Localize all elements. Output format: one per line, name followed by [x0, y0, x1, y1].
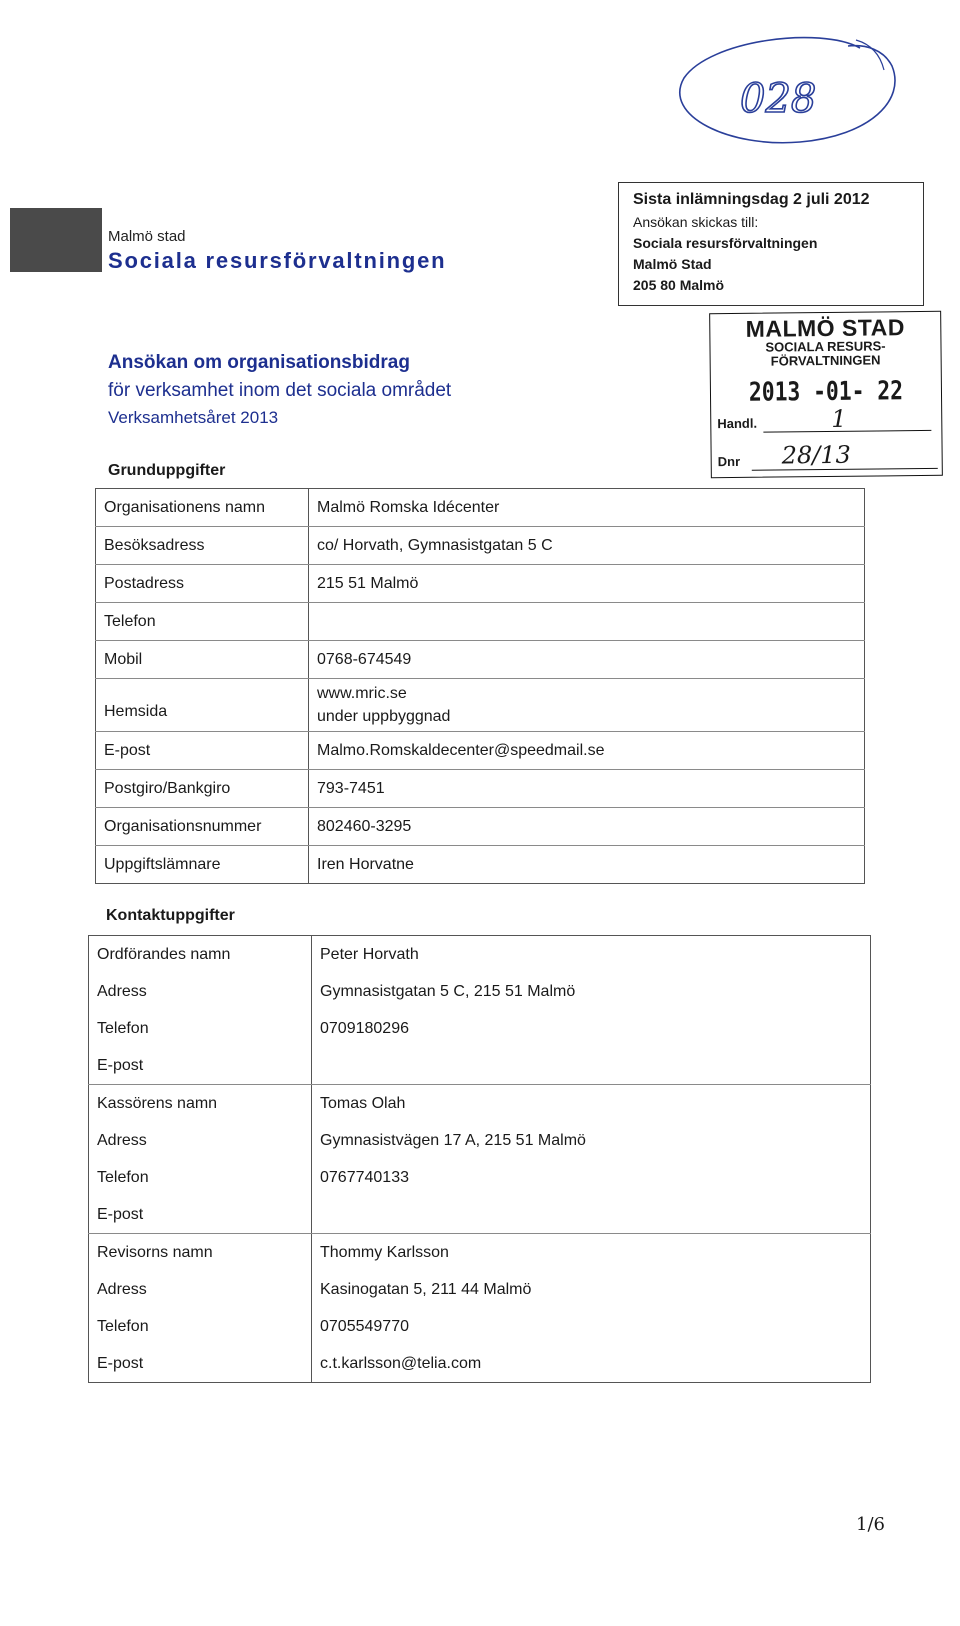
field-label: Hemsida	[96, 679, 309, 732]
received-stamp	[709, 311, 943, 478]
field-value: Tomas Olah	[312, 1085, 871, 1123]
table-row	[96, 489, 865, 527]
table-row	[89, 1345, 871, 1383]
deadline-title: Sista inlämningsdag 2 juli 2012	[633, 191, 870, 208]
field-value: Malmö Romska Idécenter	[309, 489, 865, 527]
field-label: Organisationsnummer	[96, 808, 309, 846]
field-value	[312, 1047, 871, 1085]
field-label: Adress	[89, 1271, 312, 1308]
table-row	[96, 770, 865, 808]
table-row	[89, 973, 871, 1010]
field-label: E-post	[89, 1047, 312, 1085]
table-row	[89, 1085, 871, 1123]
field-label: E-post	[96, 732, 309, 770]
field-label: Postadress	[96, 565, 309, 603]
table-row	[96, 565, 865, 603]
grunduppgifter-heading: Grunduppgifter	[108, 462, 226, 479]
form-year: Verksamhetsåret 2013	[108, 408, 279, 427]
field-value: 802460-3295	[309, 808, 865, 846]
table-row	[89, 1122, 871, 1159]
table-row	[89, 1271, 871, 1308]
department-name: Sociala resursförvaltningen	[108, 248, 447, 273]
field-value	[309, 603, 865, 641]
logo-block	[10, 208, 102, 272]
city-name: Malmö stad	[108, 228, 186, 245]
table-row	[89, 1196, 871, 1234]
field-value: 0709180296	[312, 1010, 871, 1047]
table-row	[96, 603, 865, 641]
page-number: 1/6	[856, 1514, 885, 1535]
field-value: 0768-674549	[309, 641, 865, 679]
homepage-url: www.mric.se	[317, 685, 407, 702]
field-label: Postgiro/Bankgiro	[96, 770, 309, 808]
table-row	[89, 1234, 871, 1272]
field-label: Mobil	[96, 641, 309, 679]
deadline-box	[618, 182, 924, 306]
field-value: Malmo.Romskaldecenter@speedmail.se	[309, 732, 865, 770]
stamp-dnr-label: Dnr	[717, 453, 741, 470]
grunduppgifter-table	[95, 488, 865, 884]
field-label: Telefon	[89, 1010, 312, 1047]
field-label: Telefon	[89, 1308, 312, 1345]
table-row	[89, 1159, 871, 1196]
field-value: Iren Horvatne	[309, 846, 865, 884]
field-label: Organisationens namn	[96, 489, 309, 527]
field-value: Kasinogatan 5, 211 44 Malmö	[312, 1271, 871, 1308]
table-row	[89, 1010, 871, 1047]
field-label: Besöksadress	[96, 527, 309, 565]
field-label: Adress	[89, 1122, 312, 1159]
stamp-handl-value: 1	[831, 404, 847, 433]
field-value: 793-7451	[309, 770, 865, 808]
homepage-note: under uppbyggnad	[317, 708, 451, 725]
table-row	[96, 808, 865, 846]
form-title: Ansökan om organisationsbidrag	[108, 352, 410, 373]
recipient-name: Sociala resursförvaltningen	[633, 235, 818, 251]
field-label: Ordförandes namn	[89, 936, 312, 974]
kontaktuppgifter-heading: Kontaktuppgifter	[106, 907, 235, 924]
field-value: Gymnasistgatan 5 C, 215 51 Malmö	[312, 973, 871, 1010]
field-value-homepage	[309, 679, 865, 732]
field-value: 215 51 Malmö	[309, 565, 865, 603]
svg-text:028: 028	[740, 76, 817, 122]
send-to-label: Ansökan skickas till:	[633, 214, 759, 230]
table-row	[96, 732, 865, 770]
stamp-title: MALMÖ STAD	[745, 314, 906, 342]
recipient-postal: 205 80 Malmö	[633, 277, 725, 293]
table-row	[89, 1308, 871, 1345]
field-label: Kassörens namn	[89, 1085, 312, 1123]
field-label: Adress	[89, 973, 312, 1010]
kontaktuppgifter-table	[88, 935, 871, 1383]
field-value: 0767740133	[312, 1159, 871, 1196]
handwritten-circled-number	[670, 30, 910, 170]
table-row	[96, 679, 865, 732]
field-label: Revisorns namn	[89, 1234, 312, 1272]
field-label: Uppgiftslämnare	[96, 846, 309, 884]
table-row	[96, 846, 865, 884]
table-row	[89, 1047, 871, 1085]
field-label: E-post	[89, 1196, 312, 1234]
table-row	[96, 641, 865, 679]
table-row	[89, 936, 871, 974]
field-value	[312, 1196, 871, 1234]
form-subtitle: för verksamhet inom det sociala området	[108, 380, 452, 401]
field-label: E-post	[89, 1345, 312, 1383]
stamp-date: 2013 -01- 22	[748, 376, 904, 408]
field-value: c.t.karlsson@telia.com	[312, 1345, 871, 1383]
stamp-line-1: SOCIALA RESURS-	[765, 338, 886, 355]
field-value: co/ Horvath, Gymnasistgatan 5 C	[309, 527, 865, 565]
table-row	[96, 527, 865, 565]
field-value: Peter Horvath	[312, 936, 871, 974]
field-value: Gymnasistvägen 17 A, 215 51 Malmö	[312, 1122, 871, 1159]
stamp-dnr-value: 28/13	[781, 440, 851, 470]
stamp-handl-label: Handl.	[717, 415, 758, 432]
field-label: Telefon	[89, 1159, 312, 1196]
field-label: Telefon	[96, 603, 309, 641]
recipient-city: Malmö Stad	[633, 256, 712, 272]
stamp-line-2: FÖRVALTNINGEN	[770, 352, 881, 369]
field-value: Thommy Karlsson	[312, 1234, 871, 1272]
stamp-handl-line	[763, 430, 931, 433]
field-value: 0705549770	[312, 1308, 871, 1345]
